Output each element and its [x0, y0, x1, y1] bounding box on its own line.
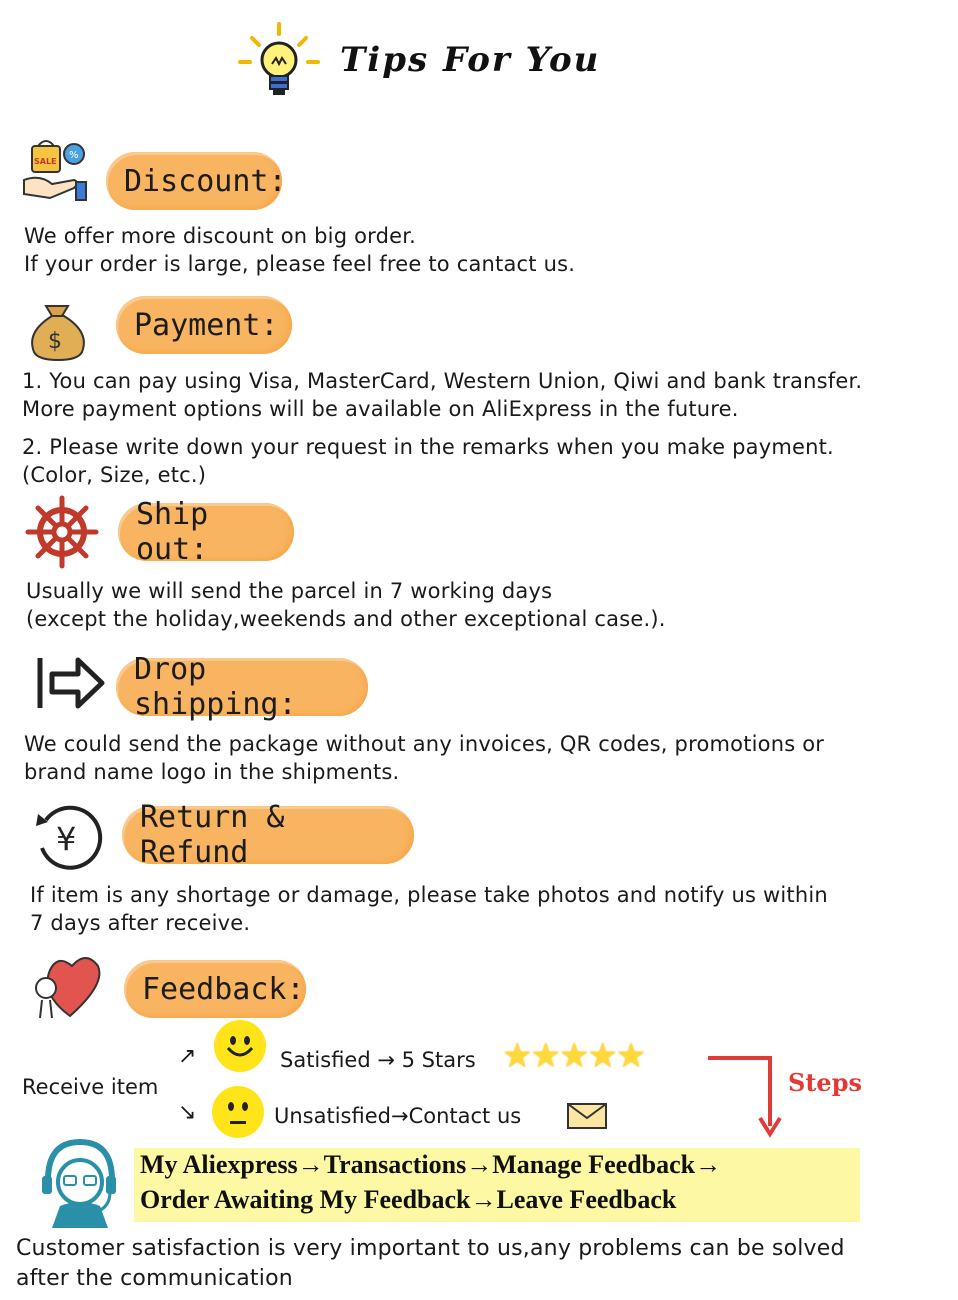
arrow-down-icon: ↘ — [178, 1100, 197, 1125]
discount-text-1: We offer more discount on big order. — [24, 224, 417, 248]
payment-heading: Payment: — [116, 296, 292, 354]
svg-text:%: % — [69, 150, 79, 161]
steps-label: Steps — [788, 1068, 862, 1097]
feedback-path-line-2: Order Awaiting My Feedback→Leave Feedback — [140, 1185, 677, 1214]
lightbulb-icon — [236, 20, 322, 106]
neutral-smiley-icon — [212, 1086, 264, 1138]
feedback-path-line-1: My Aliexpress→Transactions→Manage Feedback→ — [140, 1150, 722, 1179]
page-title: Tips For You — [340, 40, 601, 80]
unsatisfied-label: Unsatisfied→Contact us — [274, 1104, 522, 1128]
envelope-icon — [566, 1102, 608, 1130]
receive-item-label: Receive item — [22, 1075, 159, 1099]
money-bag-icon — [20, 290, 94, 362]
payment-text-2: More payment options will be available on AliExpress in the future. — [22, 397, 739, 421]
heart-character-icon — [30, 950, 106, 1024]
svg-text:¥: ¥ — [56, 820, 77, 858]
payment-text-4: (Color, Size, etc.) — [22, 463, 207, 487]
feedback-heading: Feedback: — [124, 960, 306, 1018]
five-stars-icon: ★★★★★ — [502, 1036, 645, 1076]
ship-wheel-icon — [22, 494, 102, 570]
ship-text-2: (except the holiday,weekends and other exceptional case.). — [26, 607, 666, 631]
arrow-up-icon: ↗ — [178, 1044, 197, 1069]
discount-text-2: If your order is large, please feel free to cantact us. — [24, 252, 576, 276]
ship-out-heading: Ship out: — [118, 503, 294, 561]
footer-text-1: Customer satisfaction is very important to us,any problems can be solved — [16, 1236, 845, 1261]
happy-smiley-icon — [214, 1020, 266, 1072]
svg-text:SALE: SALE — [34, 157, 57, 166]
satisfied-label: Satisfied → 5 Stars — [280, 1048, 476, 1072]
yen-refund-icon — [32, 800, 108, 872]
footer-text-2: after the communication — [16, 1266, 293, 1291]
discount-heading: Discount: — [106, 152, 282, 210]
refund-text-1: If item is any shortage or damage, please take photos and notify us within — [30, 883, 828, 907]
arrow-right-icon — [34, 652, 110, 714]
customer-service-icon — [40, 1136, 116, 1230]
sale-bag-hand-icon — [18, 136, 90, 206]
payment-text-1: 1. You can pay using Visa, MasterCard, Western Union, Qiwi and bank transfer. — [22, 369, 863, 393]
drop-text-1: We could send the package without any invoices, QR codes, promotions or — [24, 732, 825, 756]
payment-text-3: 2. Please write down your request in the remarks when you make payment. — [22, 435, 834, 459]
ship-text-1: Usually we will send the parcel in 7 working days — [26, 579, 553, 603]
svg-text:$: $ — [48, 329, 62, 354]
drop-text-2: brand name logo in the shipments. — [24, 760, 400, 784]
refund-text-2: 7 days after receive. — [30, 911, 251, 935]
steps-arrow-icon — [706, 1052, 786, 1138]
drop-shipping-heading: Drop shipping: — [116, 658, 368, 716]
return-refund-heading: Return & Refund — [122, 806, 414, 864]
